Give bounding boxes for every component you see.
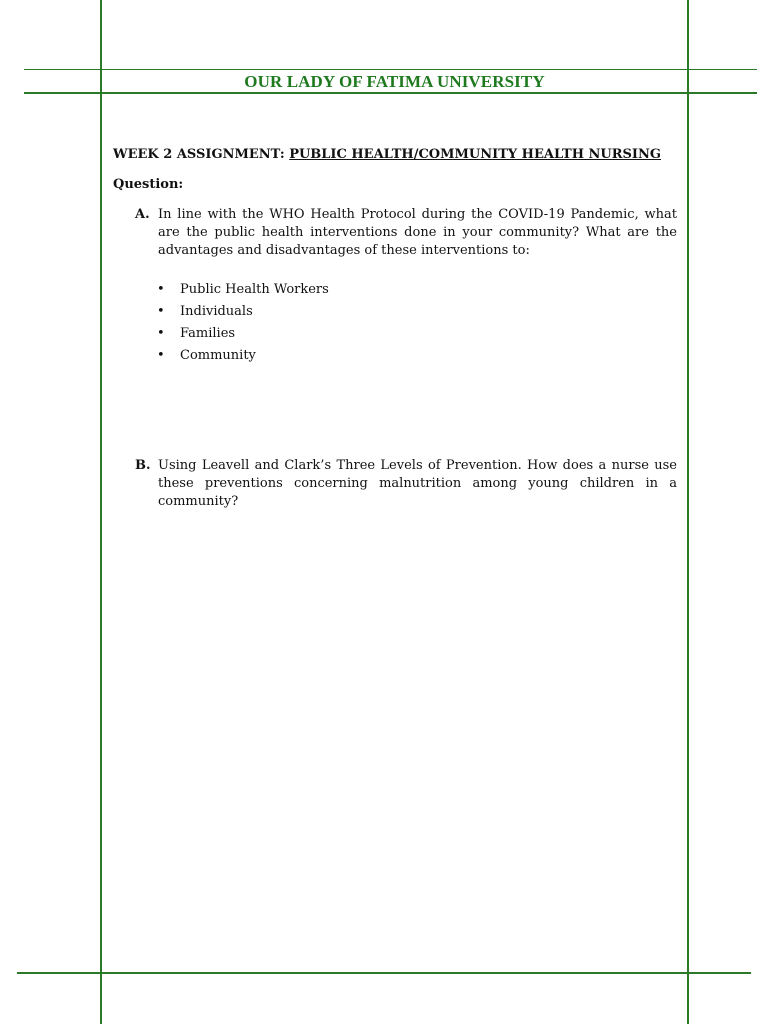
left-margin-rule [100, 0, 102, 1024]
header-top-rule [24, 69, 757, 70]
header-bottom-rule [24, 92, 757, 94]
list-item-label: Individuals [180, 304, 253, 319]
assignment-subject: PUBLIC HEALTH/COMMUNITY HEALTH NURSING [289, 147, 661, 162]
list-item [113, 301, 677, 323]
assignment-prefix: WEEK 2 ASSIGNMENT: [113, 147, 290, 162]
assignment-title [113, 146, 677, 164]
stakeholder-list [113, 279, 677, 367]
list-item-label: Public Health Workers [180, 282, 329, 297]
question-a [113, 206, 677, 260]
question-a-text: In line with the WHO Health Protocol during the COVID-19 Pandemic, what are the public health interventions done in your community? What are the advantages and disadvantages of these interventions to: [158, 207, 677, 258]
question-b-marker: B. [135, 458, 151, 473]
bullet-icon: • [157, 348, 165, 363]
right-margin-rule [687, 0, 689, 1024]
footer-rule [17, 972, 751, 974]
list-item-label: Families [180, 326, 236, 341]
bullet-icon: • [157, 304, 165, 319]
list-item [113, 279, 677, 301]
list-item [113, 323, 677, 345]
question-b-text: Using Leavell and Clark’s Three Levels of Prevention. How does a nurse use these preventions concerning malnutrition among young children in a community? [158, 458, 677, 509]
question-b [113, 457, 677, 511]
list-item [113, 345, 677, 367]
university-title: OUR LADY OF FATIMA UNIVERSITY [244, 72, 545, 91]
list-item-label: Community [180, 348, 256, 363]
question-a-marker: A. [135, 207, 150, 222]
bullet-icon: • [157, 326, 165, 341]
bullet-icon: • [157, 282, 165, 297]
question-heading: Question: [113, 177, 184, 192]
assignment-content [113, 146, 677, 511]
